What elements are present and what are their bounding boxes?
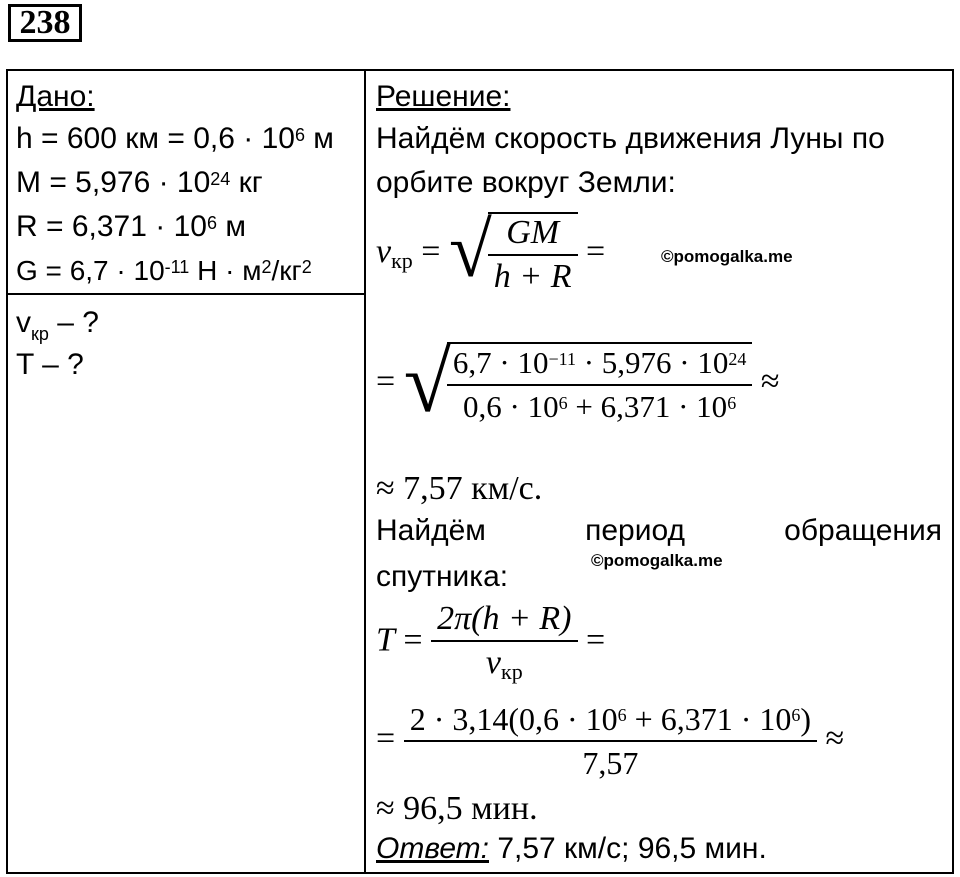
solution-text-1a: Найдём скорость движения Луны по xyxy=(376,122,885,155)
find-period: T – ? xyxy=(16,348,84,381)
given-heading: Дано: xyxy=(16,80,95,113)
sqrt-sign-2: √ xyxy=(403,334,451,430)
solution-text-2b: спутника: xyxy=(376,560,509,593)
find-velocity: $v_{кр}$ – ? xyxy=(16,306,99,344)
period-result: ≈ 96,5 мин. xyxy=(376,790,538,827)
solution-text-2a: Найдём период обращения xyxy=(376,514,942,547)
velocity-result: ≈ 7,57 км/с. xyxy=(376,470,543,507)
watermark-2: ©pomogalka.me xyxy=(591,551,723,570)
problem-number: 238 xyxy=(8,4,82,42)
solution-heading: Решение: xyxy=(376,80,511,113)
given-line-m: $M = 5,976 \cdot 10^{24}$ кг xyxy=(16,166,263,199)
period-substitution: = $\frac{2 \cdot 3,14(0,6 \cdot 10^6 + 6,371 \cdot 10^6)}{7,57}$ ≈ xyxy=(376,701,845,781)
sqrt-sign: √ xyxy=(448,206,492,293)
given-line-h: h = 600 км = $0,6 \cdot 10^6$ м xyxy=(16,122,334,155)
given-line-g: $G = 6,7 \cdot 10^{-11}$ $Н \cdot м^2/кг^2$ xyxy=(16,255,312,286)
answer xyxy=(376,832,767,866)
period-formula: T = $\frac{2\pi(h + R)}{v_{кр}}$ = xyxy=(376,600,606,684)
velocity-substitution: = √ $\frac{6,7 \cdot 10^{-11} \cdot 5,976 \cdot 10^{24}}{0,6 \cdot 10^6 + 6,371 \cdot 10^6}$ ≈ xyxy=(376,334,780,430)
solution-text-1b: орбите вокруг Земли: xyxy=(376,166,676,199)
answer-label: Ответ: xyxy=(376,832,489,865)
column-divider xyxy=(364,69,366,874)
answer-value: 7,57 км/с; 96,5 мин. xyxy=(489,832,767,865)
given-find-divider xyxy=(6,293,366,295)
velocity-formula: $v_{кр}$ = √ $\frac{GM}{h + R}$ = xyxy=(376,206,606,295)
watermark-1: ©pomogalka.me xyxy=(661,247,793,266)
given-line-r: $R = 6,371 \cdot 10^6$ м xyxy=(16,210,246,243)
